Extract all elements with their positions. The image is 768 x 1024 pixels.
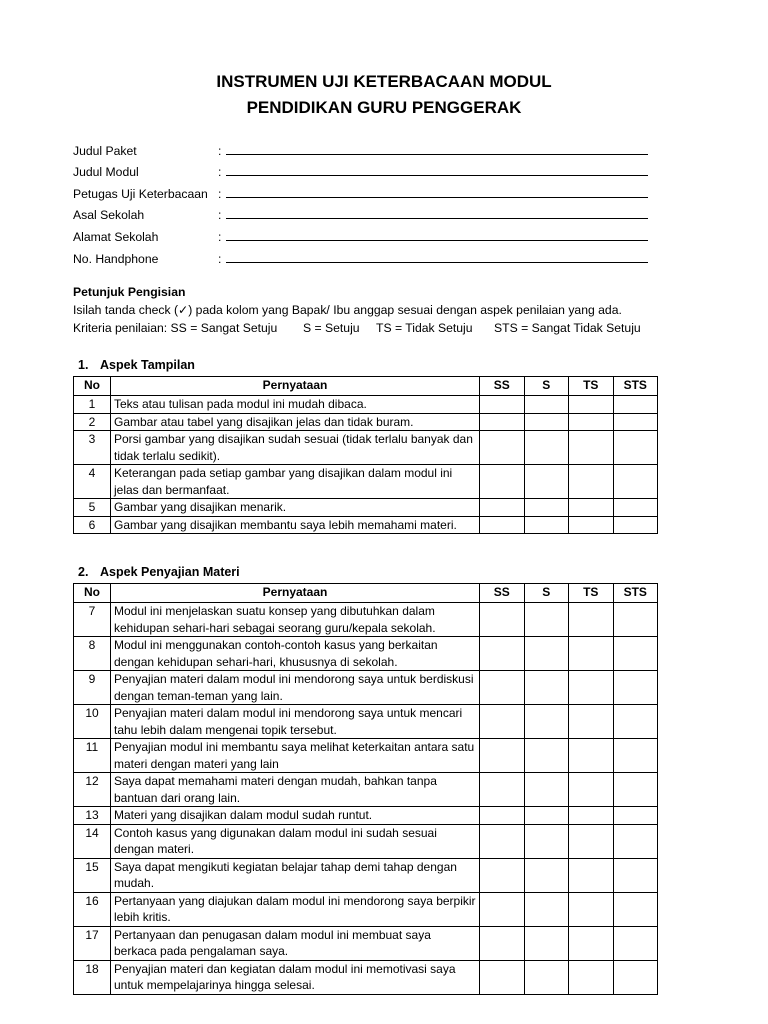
check-cell-ss[interactable] (480, 637, 525, 671)
header-ss: SS (480, 584, 525, 603)
check-cell-ts[interactable] (569, 516, 614, 534)
check-cell-s[interactable] (524, 824, 569, 858)
criteria-ss: Kriteria penilaian: SS = Sangat Setuju (73, 321, 278, 335)
header-statement: Pernyataan (111, 584, 480, 603)
field-label: Judul Paket (73, 143, 137, 158)
table-body (74, 396, 658, 534)
row-statement: Saya dapat mengikuti kegiatan belajar tahap demi tahap dengan mudah. (111, 858, 480, 892)
check-cell-s[interactable] (524, 637, 569, 671)
section-title-tampilan (78, 358, 195, 372)
table-row (74, 892, 658, 926)
row-statement: Teks atau tulisan pada modul ini mudah dibaca. (111, 396, 480, 414)
table-row (74, 396, 658, 414)
table-row (74, 499, 658, 517)
row-statement: Penyajian materi dalam modul ini mendorong saya untuk berdiskusi dengan teman-teman yang lain. (111, 671, 480, 705)
check-cell-sts[interactable] (613, 824, 658, 858)
field-colon: : (218, 251, 222, 266)
check-cell-ts[interactable] (569, 892, 614, 926)
check-cell-ts[interactable] (569, 671, 614, 705)
field-judul-paket (73, 136, 648, 158)
check-cell-ss[interactable] (480, 431, 525, 465)
table-row (74, 637, 658, 671)
document-subtitle: PENDIDIKAN GURU PENGGERAK (246, 98, 522, 117)
check-cell-ts[interactable] (569, 960, 614, 994)
check-cell-ss[interactable] (480, 858, 525, 892)
check-cell-s[interactable] (524, 773, 569, 807)
header-no: No (74, 584, 111, 603)
check-cell-ts[interactable] (569, 705, 614, 739)
check-cell-sts[interactable] (613, 892, 658, 926)
table-row (74, 773, 658, 807)
check-cell-ss[interactable] (480, 671, 525, 705)
instructions-title: Petunjuk Pengisian (73, 285, 186, 299)
row-statement: Saya dapat memahami materi dengan mudah, bahkan tanpa bantuan dari orang lain. (111, 773, 480, 807)
check-cell-sts[interactable] (613, 603, 658, 637)
row-number: 15 (74, 858, 111, 892)
check-cell-s[interactable] (524, 858, 569, 892)
check-cell-ts[interactable] (569, 926, 614, 960)
field-blank-line[interactable] (226, 262, 648, 263)
identity-fields (73, 136, 648, 266)
table-row (74, 705, 658, 739)
check-cell-sts[interactable] (613, 960, 658, 994)
criteria-line (73, 319, 641, 337)
check-cell-ss[interactable] (480, 705, 525, 739)
check-cell-ss[interactable] (480, 516, 525, 534)
row-statement: Gambar yang disajikan membantu saya lebih memahami materi. (111, 516, 480, 534)
table-row (74, 807, 658, 825)
header-sts: STS (613, 584, 658, 603)
section-label: Aspek Penyajian Materi (100, 565, 240, 579)
row-statement: Contoh kasus yang digunakan dalam modul ini sudah sesuai dengan materi. (111, 824, 480, 858)
row-number: 2 (74, 413, 111, 431)
check-cell-sts[interactable] (613, 926, 658, 960)
check-cell-s[interactable] (524, 739, 569, 773)
check-cell-sts[interactable] (613, 858, 658, 892)
field-blank-line[interactable] (226, 175, 648, 176)
check-cell-ss[interactable] (480, 465, 525, 499)
row-number: 7 (74, 603, 111, 637)
check-cell-s[interactable] (524, 926, 569, 960)
check-cell-s[interactable] (524, 705, 569, 739)
check-cell-ss[interactable] (480, 739, 525, 773)
check-cell-s[interactable] (524, 431, 569, 465)
criteria-sts: STS = Sangat Tidak Setuju (494, 321, 641, 335)
row-number: 6 (74, 516, 111, 534)
field-blank-line[interactable] (226, 197, 648, 198)
table-row (74, 926, 658, 960)
check-cell-ts[interactable] (569, 431, 614, 465)
check-cell-ss[interactable] (480, 960, 525, 994)
row-number: 17 (74, 926, 111, 960)
row-statement: Pertanyaan dan penugasan dalam modul ini membuat saya berkaca pada pengalaman saya. (111, 926, 480, 960)
check-cell-ss[interactable] (480, 926, 525, 960)
check-cell-ts[interactable] (569, 499, 614, 517)
row-number: 13 (74, 807, 111, 825)
row-number: 5 (74, 499, 111, 517)
field-blank-line[interactable] (226, 240, 648, 241)
check-cell-s[interactable] (524, 396, 569, 414)
field-handphone (73, 244, 648, 266)
field-colon: : (218, 229, 222, 244)
row-number: 12 (74, 773, 111, 807)
check-cell-s[interactable] (524, 516, 569, 534)
check-cell-sts[interactable] (613, 739, 658, 773)
row-number: 9 (74, 671, 111, 705)
criteria-ts: TS = Tidak Setuju (376, 321, 473, 335)
row-statement: Penyajian materi dan kegiatan dalam modul ini memotivasi saya untuk mempelajarinya hingga selesai. (111, 960, 480, 994)
check-cell-ss[interactable] (480, 824, 525, 858)
check-cell-s[interactable] (524, 465, 569, 499)
check-cell-sts[interactable] (613, 671, 658, 705)
header-s: S (524, 584, 569, 603)
header-sts: STS (613, 377, 658, 396)
table-header (74, 377, 658, 396)
table-row (74, 671, 658, 705)
table-header (74, 584, 658, 603)
header-ts: TS (569, 584, 614, 603)
check-cell-ss[interactable] (480, 413, 525, 431)
check-cell-sts[interactable] (613, 637, 658, 671)
row-number: 11 (74, 739, 111, 773)
header-s: S (524, 377, 569, 396)
row-statement: Gambar atau tabel yang disajikan jelas dan tidak buram. (111, 413, 480, 431)
check-cell-sts[interactable] (613, 499, 658, 517)
field-label: Asal Sekolah (73, 208, 145, 223)
check-cell-s[interactable] (524, 671, 569, 705)
table-row (74, 960, 658, 994)
check-cell-ts[interactable] (569, 858, 614, 892)
check-cell-ts[interactable] (569, 773, 614, 807)
instructions (73, 283, 641, 337)
check-cell-ts[interactable] (569, 465, 614, 499)
check-cell-ts[interactable] (569, 413, 614, 431)
row-number: 8 (74, 637, 111, 671)
row-number: 4 (74, 465, 111, 499)
check-cell-sts[interactable] (613, 773, 658, 807)
check-cell-sts[interactable] (613, 705, 658, 739)
row-statement: Penyajian materi dalam modul ini mendorong saya untuk mencari tahu lebih dalam mengenai topik tersebut. (111, 705, 480, 739)
check-cell-ts[interactable] (569, 807, 614, 825)
check-cell-ts[interactable] (569, 396, 614, 414)
check-cell-ss[interactable] (480, 773, 525, 807)
header-no: No (74, 377, 111, 396)
field-label: Alamat Sekolah (73, 229, 159, 244)
field-petugas (73, 179, 648, 201)
table-row (74, 431, 658, 465)
check-cell-ss[interactable] (480, 892, 525, 926)
field-blank-line[interactable] (226, 154, 648, 155)
field-label: Petugas Uji Keterbacaan (73, 186, 208, 201)
field-colon: : (218, 186, 222, 201)
field-colon: : (218, 165, 222, 180)
check-cell-sts[interactable] (613, 465, 658, 499)
row-number: 3 (74, 431, 111, 465)
table-row (74, 413, 658, 431)
table-row (74, 603, 658, 637)
field-label: No. Handphone (73, 251, 159, 266)
table-row (74, 465, 658, 499)
table-row (74, 824, 658, 858)
check-cell-s[interactable] (524, 892, 569, 926)
header-statement: Pernyataan (111, 377, 480, 396)
check-cell-ss[interactable] (480, 499, 525, 517)
field-alamat-sekolah (73, 222, 648, 244)
criteria-s: S = Setuju (303, 321, 360, 335)
check-cell-ss[interactable] (480, 396, 525, 414)
document-title: INSTRUMEN UJI KETERBACAAN MODUL (216, 72, 552, 91)
field-judul-modul (73, 158, 648, 180)
field-colon: : (218, 143, 222, 158)
section-title-penyajian (78, 565, 240, 579)
header-ts: TS (569, 377, 614, 396)
row-number: 1 (74, 396, 111, 414)
instructions-text: Isilah tanda check (✓) pada kolom yang Bapak/ Ibu anggap sesuai dengan aspek penilaian yang ada. (73, 303, 622, 317)
table-aspek-tampilan (73, 376, 658, 534)
check-cell-ts[interactable] (569, 824, 614, 858)
table-row (74, 739, 658, 773)
row-number: 18 (74, 960, 111, 994)
check-cell-ts[interactable] (569, 637, 614, 671)
table-row (74, 516, 658, 534)
field-label: Judul Modul (73, 165, 139, 180)
section-label: Aspek Tampilan (100, 358, 195, 372)
row-statement: Porsi gambar yang disajikan sudah sesuai (tidak terlalu banyak dan tidak terlalu sedikit). (111, 431, 480, 465)
table-body (74, 603, 658, 995)
row-number: 10 (74, 705, 111, 739)
check-cell-sts[interactable] (613, 807, 658, 825)
section-number: 1. (78, 358, 89, 372)
row-statement: Modul ini menggunakan contoh-contoh kasus yang berkaitan dengan kehidupan sehari-hari, khususnya di sekolah. (111, 637, 480, 671)
row-statement: Pertanyaan yang diajukan dalam modul ini mendorong saya berpikir lebih kritis. (111, 892, 480, 926)
check-cell-ts[interactable] (569, 739, 614, 773)
check-cell-s[interactable] (524, 807, 569, 825)
field-asal-sekolah (73, 201, 648, 223)
row-statement: Penyajian modul ini membantu saya melihat keterkaitan antara satu materi dengan materi yang lain (111, 739, 480, 773)
check-cell-sts[interactable] (613, 431, 658, 465)
row-statement: Keterangan pada setiap gambar yang disajikan dalam modul ini jelas dan bermanfaat. (111, 465, 480, 499)
row-number: 14 (74, 824, 111, 858)
check-cell-s[interactable] (524, 413, 569, 431)
check-cell-sts[interactable] (613, 396, 658, 414)
row-statement: Gambar yang disajikan menarik. (111, 499, 480, 517)
row-statement: Materi yang disajikan dalam modul sudah runtut. (111, 807, 480, 825)
check-cell-sts[interactable] (613, 413, 658, 431)
row-statement: Modul ini menjelaskan suatu konsep yang dibutuhkan dalam kehidupan sehari-hari sebagai seorang guru/kepala sekolah. (111, 603, 480, 637)
check-cell-ss[interactable] (480, 603, 525, 637)
check-cell-sts[interactable] (613, 516, 658, 534)
check-cell-ss[interactable] (480, 807, 525, 825)
check-cell-s[interactable] (524, 960, 569, 994)
row-number: 16 (74, 892, 111, 926)
field-blank-line[interactable] (226, 218, 648, 219)
header-ss: SS (480, 377, 525, 396)
table-aspek-penyajian (73, 583, 658, 995)
field-colon: : (218, 208, 222, 223)
check-cell-ts[interactable] (569, 603, 614, 637)
section-number: 2. (78, 565, 89, 579)
table-row (74, 858, 658, 892)
check-cell-s[interactable] (524, 603, 569, 637)
check-cell-s[interactable] (524, 499, 569, 517)
